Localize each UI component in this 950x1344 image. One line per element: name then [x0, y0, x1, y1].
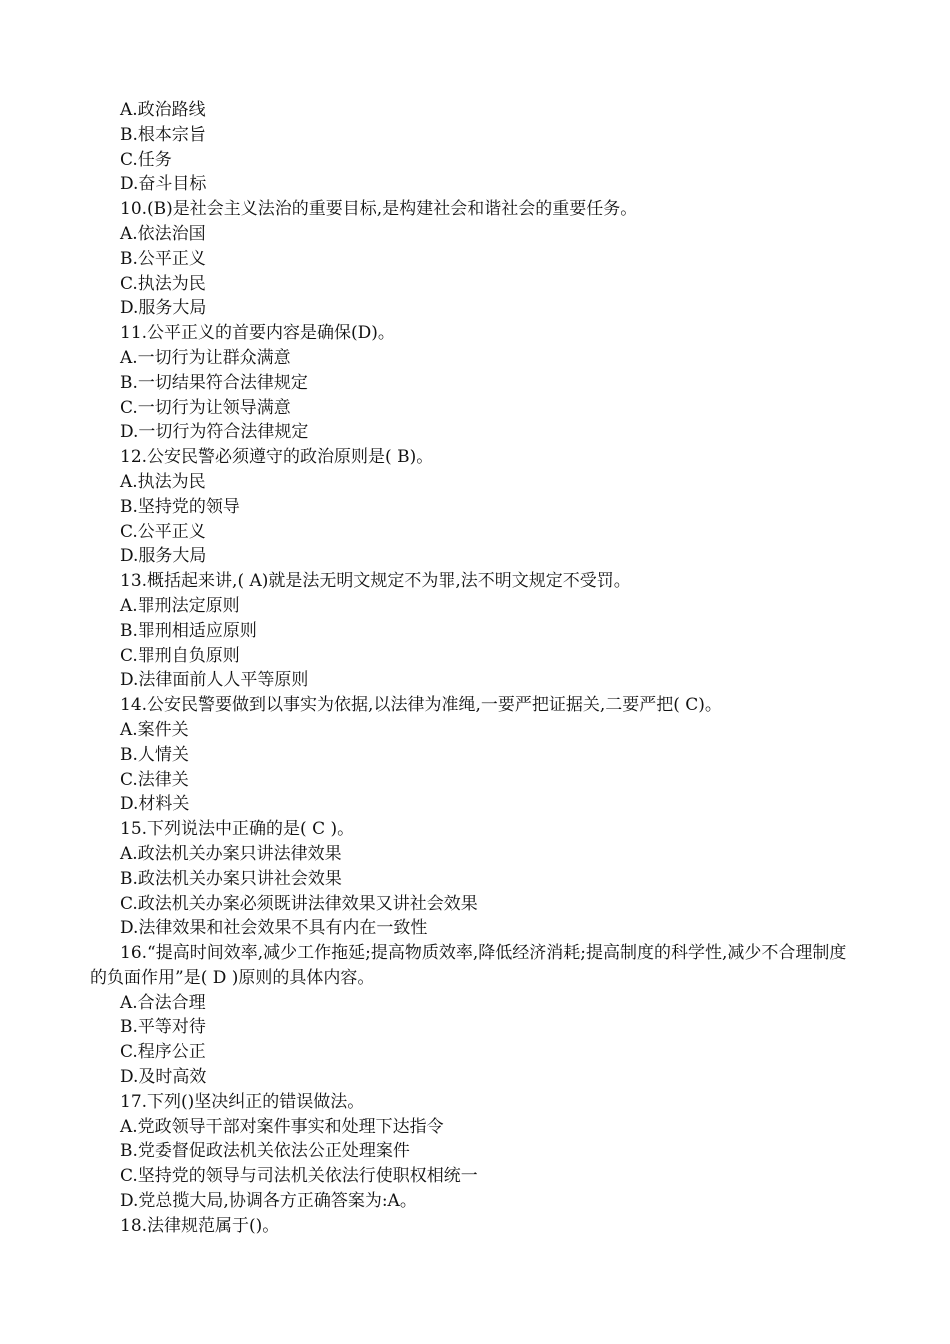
text-line: C.执法为民 — [120, 273, 206, 294]
question-line: 10.(B)是社会主义法治的重要目标,是构建社会和谐社会的重要任务。 — [120, 199, 638, 220]
text-line: C.政法机关办案必须既讲法律效果又讲社会效果 — [120, 893, 478, 914]
text-line: B.人情关 — [120, 744, 189, 765]
text-line: A.一切行为让群众满意 — [120, 347, 291, 368]
text-line: C.程序公正 — [120, 1042, 206, 1063]
question-line: 17.下列()坚决纠正的错误做法。 — [120, 1091, 365, 1112]
text-line: B.党委督促政法机关依法公正处理案件 — [120, 1141, 410, 1162]
text-line: C.任务 — [120, 149, 172, 170]
text-line: A.案件关 — [120, 719, 189, 740]
text-line: D.一切行为符合法律规定 — [120, 422, 309, 443]
text-line: A.执法为民 — [120, 471, 206, 492]
question-line: 11.公平正义的首要内容是确保(D)。 — [120, 323, 395, 344]
text-line: A.依法治国 — [120, 223, 206, 244]
text-line: B.罪刑相适应原则 — [120, 620, 257, 641]
question-paragraph: 16.“提高时间效率,减少工作拖延;提高物质效率,降低经济消耗;提高制度的科学性,减少不合理制度的负面作用”是( D )原则的具体内容。 — [90, 943, 847, 988]
text-line: B.一切结果符合法律规定 — [120, 372, 308, 393]
text-line: A.合法合理 — [120, 992, 206, 1013]
text-line: D.及时高效 — [120, 1067, 207, 1088]
text-line: B.坚持党的领导 — [120, 496, 240, 517]
text-line: C.坚持党的领导与司法机关依法行使职权相统一 — [120, 1166, 478, 1187]
text-line: A.政法机关办案只讲法律效果 — [120, 843, 342, 864]
text-line: D.奋斗目标 — [120, 174, 207, 195]
question-line: 15.下列说法中正确的是( C )。 — [120, 819, 355, 840]
text-line: A.政治路线 — [120, 100, 206, 120]
text-line: C.罪刑自负原则 — [120, 645, 240, 666]
question-line: 12.公安民警必须遵守的政治原则是( B)。 — [120, 447, 434, 468]
text-line: B.根本宗旨 — [120, 124, 206, 145]
question-line: 13.概括起来讲,( A)就是法无明文规定不为罪,法不明文规定不受罚。 — [120, 571, 631, 592]
question-line: 18.法律规范属于()。 — [120, 1215, 280, 1236]
text-line: B.公平正义 — [120, 248, 206, 269]
text-line: D.党总揽大局,协调各方正确答案为:A。 — [120, 1191, 417, 1212]
text-line: A.罪刑法定原则 — [120, 595, 240, 616]
text-line: D.服务大局 — [120, 298, 207, 319]
question-line: 14.公安民警要做到以事实为依据,以法律为准绳,一要严把证据关,二要严把( C)。 — [120, 695, 722, 716]
text-line: B.平等对待 — [120, 1017, 206, 1038]
text-line: C.法律关 — [120, 769, 189, 790]
text-line: D.法律效果和社会效果不具有内在一致性 — [120, 918, 428, 939]
text-line: D.法律面前人人平等原则 — [120, 670, 309, 691]
text-line: D.服务大局 — [120, 546, 207, 567]
text-line: C.公平正义 — [120, 521, 206, 542]
text-line: A.党政领导干部对案件事实和处理下达指令 — [120, 1116, 444, 1137]
text-line: D.材料关 — [120, 794, 190, 815]
text-line: B.政法机关办案只讲社会效果 — [120, 868, 342, 889]
text-line: C.一切行为让领导满意 — [120, 397, 291, 418]
